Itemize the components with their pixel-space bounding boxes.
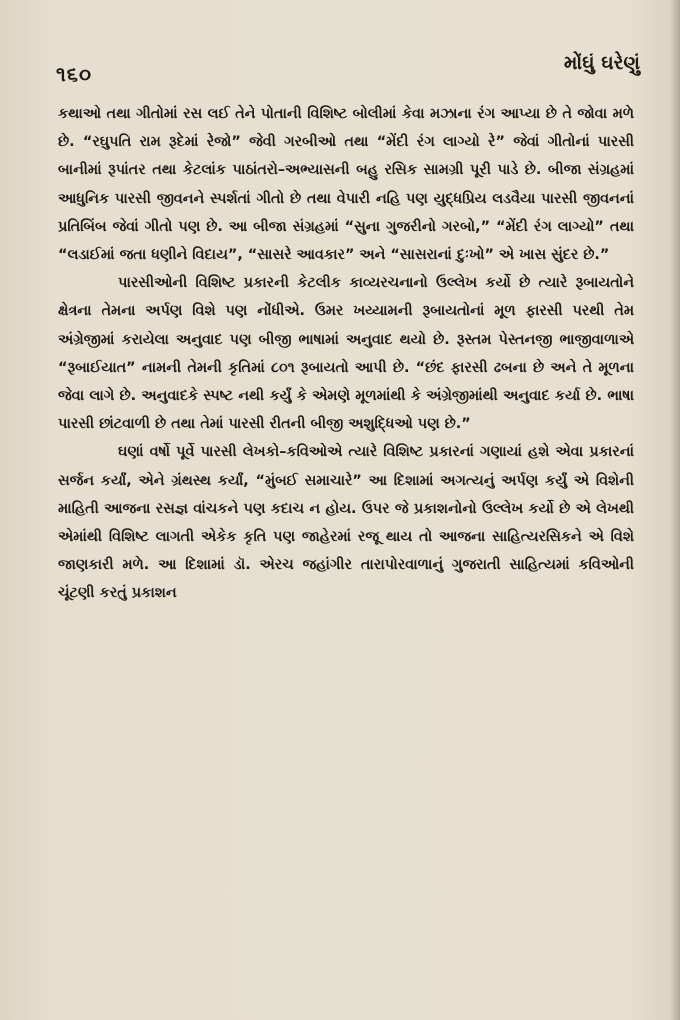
paragraph-3: ઘણાં વર્ષો પૂર્વે પારસી લેખકો–કવિઓએ ત્યારે વિશિષ્ટ પ્રકારનાં ગણાયાં હશે એવા પ્રકારનાં સર્જન કર્યાં, એને ગ્રંથસ્થ કર્યાં, “મુંબઈ સમાચારે” આ દિશામાં અગત્યનું અર્પણ કર્યું એ વિશેની માહિતી આજના રસજ્ઞ વાંચકને પણ કદાચ ન હોય. ઉપર જે પ્રકાશનોનો ઉલ્લેખ કર્યો છે એ લેખથી એમાંથી વિશિષ્ટ લાગતી એકેક કૃતિ પણ જાહેરમાં રજૂ થાય તો આજના સાહિત્યરસિકને એ વિશે જાણકારી મળે. આ દિશામાં ડૉ. એરચ જહાંગીર તારાપોરવાળાનું ગુજરાતી સાહિત્યમાં કવિઓની ચૂંટણી કરતું પ્રકાશન [58,444,634,602]
page-header [56,52,640,92]
body-text [58,100,634,608]
paragraph-1: કથાઓ તથા ગીતોમાં રસ લઈ તેને પોતાની વિશિષ્ટ બોલીમાં કેવા મઝાના રંગ આપ્યા છે તે જોવા મળે છે. “રઘુપતિ રામ રૂદેમાં રેજો” જેવી ગરબીઓ તથા “મેંદી રંગ લાગ્યો રે” જેવાં ગીતોનાં પારસી બાનીમાં રૂપાંતર તથા કેટલાંક પાઠાંતરો–અભ્યાસની બહુ રસિક સામગ્રી પૂરી પાડે છે. બીજા સંગ્રહમાં આધુનિક પારસી જીવનને સ્પર્શતાં ગીતો છે તથા વેપારી નહિ પણ યુદ્ધપ્રિય લડવૈયા પારસી જીવનનાં પ્રતિબિંબ જેવાં ગીતો પણ છે. આ બીજા સંગ્રહમાં “સુના ગુજરીનો ગરબો,” “મેંદી રંગ લાગ્યો” તથા “લડાઈમાં જતા ધણીને વિદાય”, “સાસરે આવકાર” અને “સાસરાનાં દુઃખો” એ ખાસ સુંદર છે.” [58,106,634,264]
page-number: ૧૬૦ [56,62,93,86]
running-title: મોંઘું ઘરેણું [564,52,640,74]
paragraph-2: પારસીઓની વિશિષ્ટ પ્રકારની કેટલીક કાવ્યરચનાનો ઉલ્લેખ કર્યો છે ત્યારે રૂબાયતોને ક્ષેત્રના તેમના અર્પણ વિશે પણ નોંધીએ. ઉમર ખય્યામની રૂબાયતોનાં મૂળ ફારસી પરથી તેમ અંગ્રેજીમાં કરાયેલા અનુવાદ પણ બીજી ભાષામાં અનુવાદ થયો છે. રૂસ્તમ પેસ્તનજી ભાજીવાળાએ “રૂબાઈયાત” નામની તેમની કૃતિમાં ૮૦૧ રૂબાયતો આપી છે. “છંદ ફારસી ઢબના છે અને તે મૂળના જેવા લાગે છે. અનુવાદકે સ્પષ્ટ નથી કર્યું કે એમણે મૂળમાંથી કે અંગ્રેજીમાંથી અનુવાદ કર્યા છે. ભાષા પારસી છાંટવાળી છે તથા તેમાં પારસી રીતની બીજી અશુદ્ધિઓ પણ છે.” [58,275,634,433]
page-edge-shadow [670,0,680,1020]
